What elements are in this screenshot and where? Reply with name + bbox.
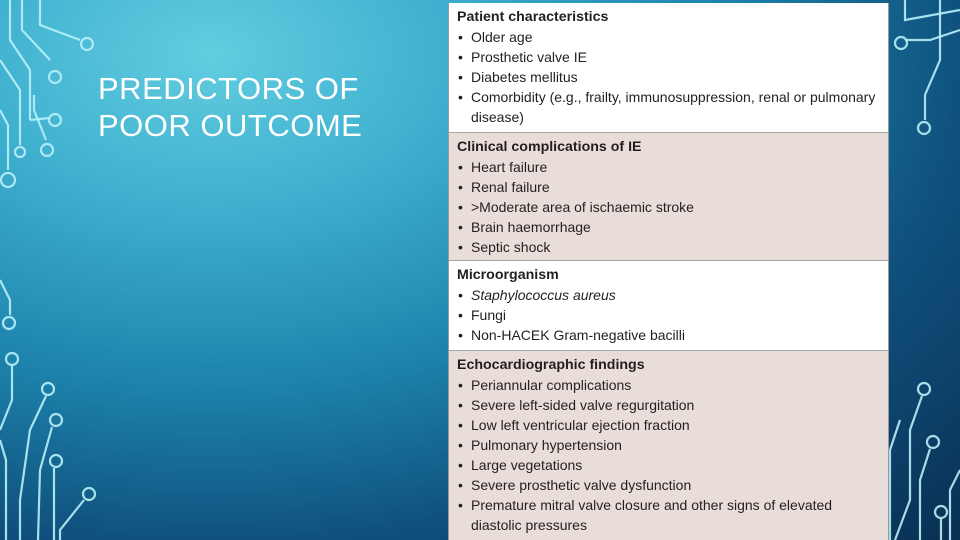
list-item: • Severe left-sided valve regurgitation (458, 397, 695, 413)
bullet-icon: • (458, 497, 463, 513)
bullet-icon: • (458, 457, 463, 473)
bullet-icon: • (458, 307, 463, 323)
list-item: • Large vegetations (458, 457, 583, 473)
section-clinical-complications (449, 133, 888, 261)
list-item: • Comorbidity (e.g., frailty, immunosuppression, renal or pulmonary disease) (458, 89, 876, 125)
list-item: • Diabetes mellitus (458, 69, 578, 85)
list-item: • Heart failure (458, 159, 548, 175)
section-heading: Clinical complications of IE (457, 139, 642, 155)
section-echocardiographic-findings (449, 351, 888, 540)
slide-title-line-1: PREDICTORS OF (98, 71, 359, 106)
list-item: • Severe prosthetic valve dysfunction (458, 477, 692, 493)
section-microorganism (449, 261, 888, 351)
bullet-icon: • (458, 327, 463, 343)
bullet-icon: • (458, 219, 463, 235)
bullet-icon: • (458, 69, 463, 85)
list-item: • Non-HACEK Gram-negative bacilli (458, 327, 685, 343)
list-item: • Pulmonary hypertension (458, 437, 622, 453)
list-item: • Septic shock (458, 239, 551, 255)
bullet-icon: • (458, 397, 463, 413)
slide-title-line-2: POOR OUTCOME (98, 108, 363, 143)
bullet-icon: • (458, 89, 463, 105)
list-item: • Staphylococcus aureus (458, 287, 616, 303)
slide-title (98, 70, 418, 144)
list-item: • Fungi (458, 307, 507, 323)
bullet-icon: • (458, 477, 463, 493)
bullet-icon: • (458, 49, 463, 65)
section-heading: Echocardiographic findings (457, 357, 645, 373)
list-item: • Renal failure (458, 179, 550, 195)
bullet-icon: • (458, 287, 463, 303)
list-item: • Premature mitral valve closure and other signs of elevated diastolic pressures (458, 497, 833, 533)
bullet-icon: • (458, 179, 463, 195)
bullet-icon: • (458, 159, 463, 175)
bullet-icon: • (458, 199, 463, 215)
bullet-icon: • (458, 239, 463, 255)
list-item: • Periannular complications (458, 377, 632, 393)
list-item: • Low left ventricular ejection fraction (458, 417, 690, 433)
section-patient-characteristics (449, 3, 888, 133)
bullet-icon: • (458, 437, 463, 453)
bullet-icon: • (458, 29, 463, 45)
section-heading: Patient characteristics (457, 9, 609, 25)
bullet-icon: • (458, 377, 463, 393)
bullet-icon: • (458, 417, 463, 433)
list-item: • >Moderate area of ischaemic stroke (458, 199, 694, 215)
list-item: • Older age (458, 29, 533, 45)
list-item: • Brain haemorrhage (458, 219, 591, 235)
list-item: • Prosthetic valve IE (458, 49, 587, 65)
section-heading: Microorganism (457, 267, 559, 283)
predictors-table (448, 3, 889, 540)
